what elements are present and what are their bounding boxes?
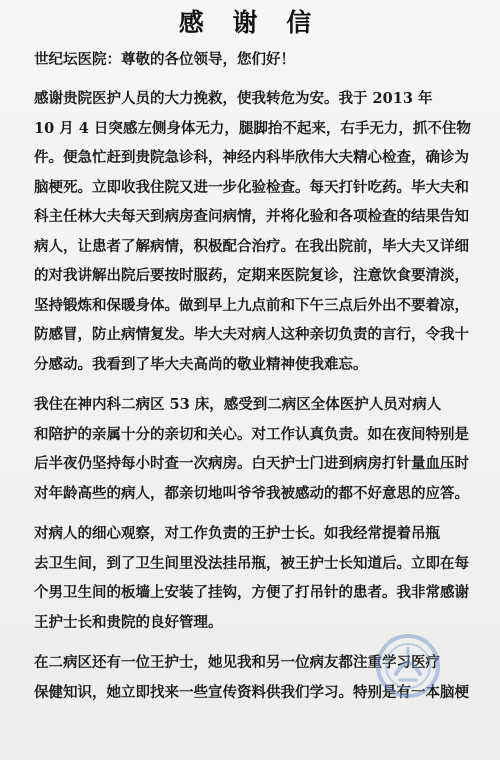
paragraph-line: 坚持锻炼和保暖身体。做到早上九点前和下午三点后外出不要着凉， bbox=[34, 296, 469, 314]
letter-paragraph bbox=[34, 390, 478, 508]
paragraph-line: 分感动。我看到了毕大夫高尚的敬业精神使我难忘。 bbox=[34, 355, 368, 373]
paragraph-line: 对年龄高些的病人，都亲切地叫爷爷我被感动的都不好意思的应答。 bbox=[34, 484, 469, 502]
paragraph-line: 王护士长和贵院的良好管理。 bbox=[34, 613, 223, 631]
letter-paragraph bbox=[34, 84, 478, 379]
letter-paragraph bbox=[34, 519, 478, 637]
paragraph-line: 科主任林大夫每天到病房查问病情，并将化验和各项检查的结果告知 bbox=[34, 208, 469, 225]
paragraph-line: 后半夜仍坚持每小时查一次病房。白天护士门进到病房打针量血压时 bbox=[34, 455, 469, 472]
paragraph-line: 感谢贵院医护人员的大力挽救，使我转危为安。我于 2013 年 bbox=[34, 90, 433, 107]
paragraph-line: 10 月 4 日突感左侧身体无力，腿脚抬不起来，右手无力，抓不住物 bbox=[34, 119, 471, 137]
paragraph-line: 保健知识，她立即找来一些宣传资料供我们学习。特别是有一本脑梗 bbox=[34, 683, 469, 701]
paragraph-line: 对病人的细心观察，对工作负责的王护士长。如我经常提着吊瓶 bbox=[34, 525, 440, 542]
paragraph-line: 去卫生间，到了卫生间里没法挂吊瓶，被王护士长知道后。立即在每 bbox=[34, 554, 469, 572]
paragraph-line: 个男卫生间的板墙上安装了挂钩，方便了打吊针的患者。我非常感谢 bbox=[34, 584, 469, 601]
paragraph-line: 脑梗死。立即收我住院又进一步化验检查。每天打针吃药。毕大夫和 bbox=[34, 178, 469, 196]
paragraph-line: 我住在神内科二病区 53 床，感受到二病区全体医护人员对病人 bbox=[34, 396, 442, 413]
paragraph-line: 病人，让患者了解病情，积极配合治疗。在我出院前，毕大夫又详细 bbox=[34, 237, 469, 255]
paragraph-line: 防感冒，防止病情复发。毕大夫对病人这种亲切负责的言行，令我十 bbox=[34, 326, 469, 343]
paragraph-line: 件。便急忙赶到贵院急诊科，神经内科毕欣伟大夫精心检查，确诊为 bbox=[34, 149, 469, 166]
paragraph-line: 和陪护的亲属十分的亲切和关心。对工作认真负责。如在夜间特别是 bbox=[34, 425, 469, 443]
letter-title: 感 谢 信 bbox=[178, 8, 322, 37]
letter-body bbox=[34, 84, 478, 718]
letter-greeting: 世纪坛医院：尊敬的各位领导，您们好！ bbox=[34, 51, 295, 68]
paragraph-line: 的对我讲解出院后要按时服药，定期来医院复诊，注意饮食要清淡， bbox=[34, 267, 469, 284]
hospital-logo-watermark-icon bbox=[372, 630, 444, 702]
paragraph-line: 在二病区还有一位王护士，她见我和另一位病友都注重学习医疗 bbox=[34, 654, 440, 671]
